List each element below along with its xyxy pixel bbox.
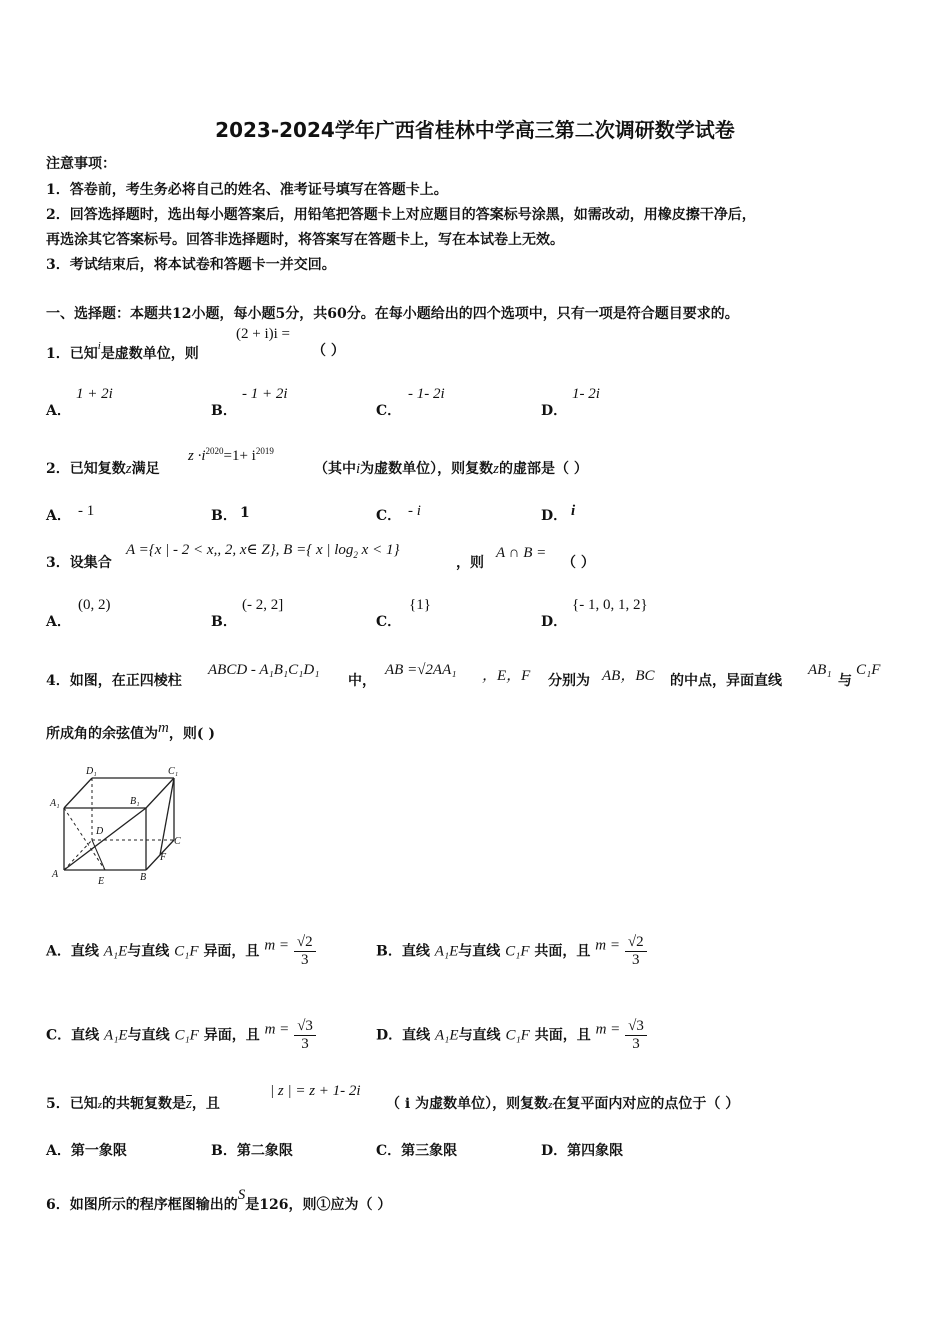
label-d1: D₁ — [86, 766, 97, 777]
question-5-tail: （ i 为虚数单位），则复数z在复平面内对应的点位于（ ） — [386, 1096, 740, 1112]
question-2: 2．已知复数z满足 — [46, 461, 160, 477]
question-4-stem: 4．如图，在正四棱柱 — [46, 673, 182, 689]
q2-option-d-label: D． — [541, 508, 568, 524]
question-3-set: A ={x | - 2 < x,, 2, x∈ Z}, B ={ x | $\log_2 x < 1$} — [126, 542, 400, 560]
question-4-prism: ABCD - A₁B₁C₁D₁ — [208, 662, 320, 678]
question-4-skew: 的中点，异面直线 — [670, 673, 782, 689]
q2-option-a-value: - 1 — [78, 503, 95, 519]
q1-option-d-label: D． — [541, 403, 568, 419]
question-2-equation: $z \cdot i^{2020}=1+ i^{2019}$ — [188, 446, 274, 464]
q1-option-c-value: - 1- 2i — [408, 386, 445, 402]
q3-option-c-label: C． — [376, 614, 402, 630]
q1-option-b-value: - 1 + 2i — [242, 386, 288, 402]
question-5-equation: | z | = z + 1- 2i — [270, 1083, 361, 1099]
q3-option-c-value: {1} — [409, 597, 431, 613]
q1-option-a-label: A． — [46, 403, 71, 419]
q3-option-b-value: (- 2, 2] — [242, 597, 284, 613]
question-5: 5．已知z的共轭复数是$\overline{z}$，且 — [46, 1096, 220, 1112]
question-3-then: ，则 — [456, 555, 484, 571]
q2-option-b-value: 1 — [240, 505, 250, 521]
question-4-ratio: AB =√2AA₁ — [385, 662, 457, 678]
question-4-c1f: C₁F — [856, 662, 881, 678]
q1-option-c-label: C． — [376, 403, 402, 419]
q5-option-a: A．第一象限 — [46, 1143, 127, 1159]
note-2a: 2．回答选择题时，选出每小题答案后，用铅笔把答题卡上对应题目的答案标号涂黑，如需改动，用橡皮擦干净后， — [46, 207, 756, 223]
q3-option-b-label: B． — [211, 614, 237, 630]
q2-option-c-label: C． — [376, 508, 402, 524]
prism-figure — [44, 762, 194, 890]
question-1-paren: （ ） — [312, 343, 345, 359]
q3-option-d-label: D． — [541, 614, 568, 630]
q4-option-b: B．直线 A₁E与直线 C₁F 共面，且 m = $\frac{√2}{3}$ — [376, 934, 647, 969]
q2-option-c-value: - i — [408, 503, 421, 519]
question-4-ef: ，E，F — [482, 668, 531, 684]
note-3: 3．考试结束后，将本试卷和答题卡一并交回。 — [46, 257, 336, 273]
question-1: 1．已知$^i$是虚数单位，则 — [46, 340, 199, 362]
q1-option-a-value: 1 + 2i — [76, 386, 113, 402]
label-b1: B₁ — [130, 796, 140, 807]
q3-option-d-value: {- 1, 0, 1, 2} — [572, 597, 648, 613]
question-4-line2: 所成角的余弦值为m，则( ) — [46, 720, 215, 742]
question-3-stem: 3．设集合 — [46, 555, 112, 571]
label-c1: C₁ — [168, 766, 179, 777]
q4-option-a: A．直线 A₁E与直线 C₁F 异面，且 m = $\frac{√2}{3}$ — [46, 934, 316, 969]
page-title: 2023-2024学年广西省桂林中学高三第二次调研数学试卷 — [215, 118, 735, 142]
label-f: F — [160, 852, 167, 863]
question-1-expression: (2 + i)i = — [236, 326, 290, 342]
q3-option-a-value: (0, 2) — [78, 597, 111, 613]
section-heading: 一、选择题：本题共12小题，每小题5分，共60分。在每小题给出的四个选项中，只有一项是符合题目要求的。 — [46, 306, 739, 322]
label-d: D — [96, 826, 104, 837]
question-4-abbc: AB，BC — [602, 668, 655, 684]
q2-option-b-label: B． — [211, 508, 237, 524]
note-1: 1．答卷前，考生务必将自己的姓名、准考证号填写在答题卡上。 — [46, 182, 448, 198]
q5-option-d: D．第四象限 — [541, 1143, 624, 1159]
question-4-and: 与 — [838, 673, 852, 689]
q5-option-b: B．第二象限 — [211, 1143, 293, 1159]
label-e: E — [98, 876, 105, 887]
question-3-paren: （ ） — [562, 555, 595, 571]
q4-option-c: C．直线 A₁E与直线 C₁F 异面，且 m = $\frac{√3}{3}$ — [46, 1018, 316, 1053]
q2-option-a-label: A． — [46, 508, 71, 524]
label-a: A — [52, 869, 59, 880]
q2-option-d-value: i — [571, 503, 576, 519]
note-2b: 再选涂其它答案标号。回答非选择题时，将答案写在答题卡上，写在本试卷上无效。 — [46, 232, 564, 248]
q1-option-d-value: 1- 2i — [572, 386, 600, 402]
question-4-midpoint: 分别为 — [548, 673, 590, 689]
question-2-tail: （其中i为虚数单位），则复数z的虚部是（ ） — [314, 461, 588, 477]
question-4-in: 中， — [348, 673, 376, 689]
q3-option-a-label: A． — [46, 614, 71, 630]
q4-option-d: D．直线 A₁E与直线 C₁F 共面，且 m = $\frac{√3}{3}$ — [376, 1018, 647, 1053]
q1-option-b-label: B． — [211, 403, 237, 419]
label-c: C — [174, 836, 181, 847]
notes-heading: 注意事项： — [46, 156, 116, 172]
q5-option-c: C．第三象限 — [376, 1143, 458, 1159]
label-a1: A₁ — [50, 798, 60, 809]
question-3-intersection: A ∩ B = — [496, 545, 547, 561]
question-4-ab1: AB₁ — [808, 662, 832, 678]
question-6: 6．如图所示的程序框图输出的S是126，则①应为（ ） — [46, 1187, 392, 1213]
label-b: B — [140, 872, 147, 883]
